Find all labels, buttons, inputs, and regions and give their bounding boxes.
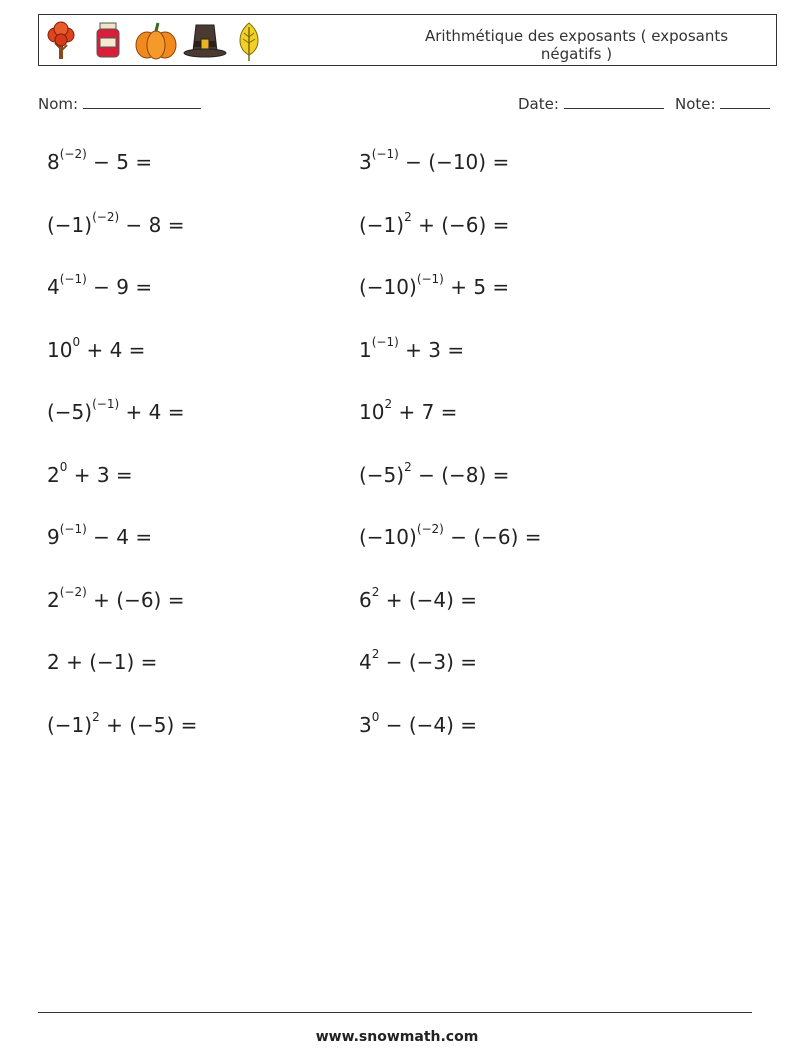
- problem-right-10: [359, 709, 478, 737]
- problem-rest: + 7 =: [392, 400, 458, 424]
- problem-right-4: [359, 334, 465, 362]
- problem-exponent: (−1): [92, 397, 120, 412]
- problem-exponent: (−2): [59, 584, 87, 599]
- problem-exponent: (−1): [59, 272, 87, 287]
- problem-rest: + (−5) =: [99, 712, 198, 737]
- problem-base: (−10): [359, 525, 417, 549]
- problem-exponent: (−2): [59, 147, 87, 162]
- problem-base: (−1): [359, 212, 405, 237]
- date-label: Date:: [518, 95, 559, 113]
- problem-exponent: 2: [404, 209, 412, 224]
- problem-left-2: [47, 209, 185, 237]
- problem-left-4: [47, 334, 146, 362]
- pilgrim-hat-icon: [183, 21, 227, 61]
- problem-base: 4: [47, 275, 60, 299]
- problem-exponent: (−2): [92, 209, 120, 224]
- autumn-tree-icon: [45, 21, 77, 61]
- problem-rest: − 4 =: [86, 525, 153, 549]
- problem-right-9: [359, 647, 478, 674]
- grade-line[interactable]: [720, 94, 770, 109]
- problem-rest: − 8 =: [119, 212, 185, 237]
- problem-base: (−10): [359, 275, 417, 299]
- date-line[interactable]: [564, 94, 664, 109]
- problem-exponent: 2: [92, 709, 100, 724]
- problem-left-1: [47, 147, 153, 174]
- problem-right-2: [359, 209, 510, 237]
- problem-exponent: (−1): [371, 147, 399, 162]
- problem-left-3: [47, 272, 153, 299]
- problem-base: 1: [359, 337, 372, 362]
- problem-right-6: [359, 459, 510, 487]
- problem-rest: + 5 =: [443, 275, 510, 299]
- problem-base: 10: [47, 337, 73, 362]
- problem-exponent: 0: [72, 334, 81, 349]
- problem-right-3: [359, 272, 510, 299]
- problem-rest: − (−3) =: [379, 650, 478, 674]
- problem-rest: − (−10) =: [398, 150, 510, 174]
- problem-exponent: 2: [384, 397, 393, 412]
- problem-base: 2 + (−1) =: [47, 650, 158, 674]
- problem-right-8: [359, 584, 478, 612]
- problem-base: 10: [359, 400, 385, 424]
- problem-base: 2: [47, 587, 60, 612]
- date-field[interactable]: [518, 94, 664, 113]
- problem-exponent: 2: [404, 459, 412, 474]
- problem-rest: + 4 =: [119, 400, 185, 424]
- problem-exponent: 2: [371, 584, 380, 599]
- footer-divider: [38, 1012, 752, 1013]
- problem-rest: − 5 =: [86, 150, 153, 174]
- problem-left-6: [47, 459, 133, 487]
- pumpkin-icon: [133, 21, 179, 61]
- name-field[interactable]: [38, 94, 201, 113]
- problem-rest: − 9 =: [86, 275, 153, 299]
- problem-exponent: (−1): [416, 272, 444, 287]
- problem-exponent: 0: [59, 459, 68, 474]
- problem-base: 6: [359, 587, 372, 612]
- problem-rest: + 3 =: [67, 462, 133, 487]
- problem-left-5: [47, 397, 185, 424]
- problem-left-7: [47, 522, 153, 549]
- problem-exponent: (−1): [59, 522, 87, 537]
- name-line[interactable]: [83, 94, 201, 109]
- problem-rest: − (−6) =: [443, 525, 542, 549]
- problem-base: 2: [47, 462, 60, 487]
- problem-right-5: [359, 397, 458, 424]
- problem-base: (−1): [47, 212, 93, 237]
- problem-base: 3: [359, 712, 372, 737]
- problem-rest: − (−4) =: [379, 712, 478, 737]
- problem-rest: + 3 =: [398, 337, 465, 362]
- footer-website: www.snowmath.com: [315, 1029, 479, 1045]
- problem-rest: − (−8) =: [411, 462, 510, 487]
- problem-exponent: (−2): [416, 522, 444, 537]
- problem-exponent: 2: [371, 647, 380, 662]
- problem-base: (−5): [359, 462, 405, 487]
- problem-right-1: [359, 147, 510, 174]
- problem-right-7: [359, 522, 542, 549]
- problem-base: (−1): [47, 712, 93, 737]
- problem-left-9: [47, 650, 157, 674]
- problem-exponent: 0: [371, 709, 380, 724]
- problem-rest: + (−6) =: [86, 587, 185, 612]
- problem-rest: + (−6) =: [411, 212, 510, 237]
- worksheet-header: [38, 14, 777, 66]
- problem-exponent: (−1): [371, 334, 399, 349]
- grade-label: Note:: [675, 95, 716, 113]
- problem-base: (−5): [47, 400, 93, 424]
- problem-base: 9: [47, 525, 60, 549]
- yellow-leaf-icon: [235, 21, 263, 61]
- grade-field[interactable]: [675, 94, 770, 113]
- problem-rest: + 4 =: [80, 337, 146, 362]
- problem-rest: + (−4) =: [379, 587, 478, 612]
- problem-base: 4: [359, 650, 372, 674]
- problem-base: 8: [47, 150, 60, 174]
- name-label: Nom:: [38, 95, 79, 113]
- problem-left-8: [47, 584, 185, 612]
- problem-left-10: [47, 709, 198, 737]
- problem-base: 3: [359, 150, 372, 174]
- jam-jar-icon: [93, 21, 123, 61]
- worksheet-title: Arithmétique des exposants ( exposants négatifs ): [424, 27, 729, 63]
